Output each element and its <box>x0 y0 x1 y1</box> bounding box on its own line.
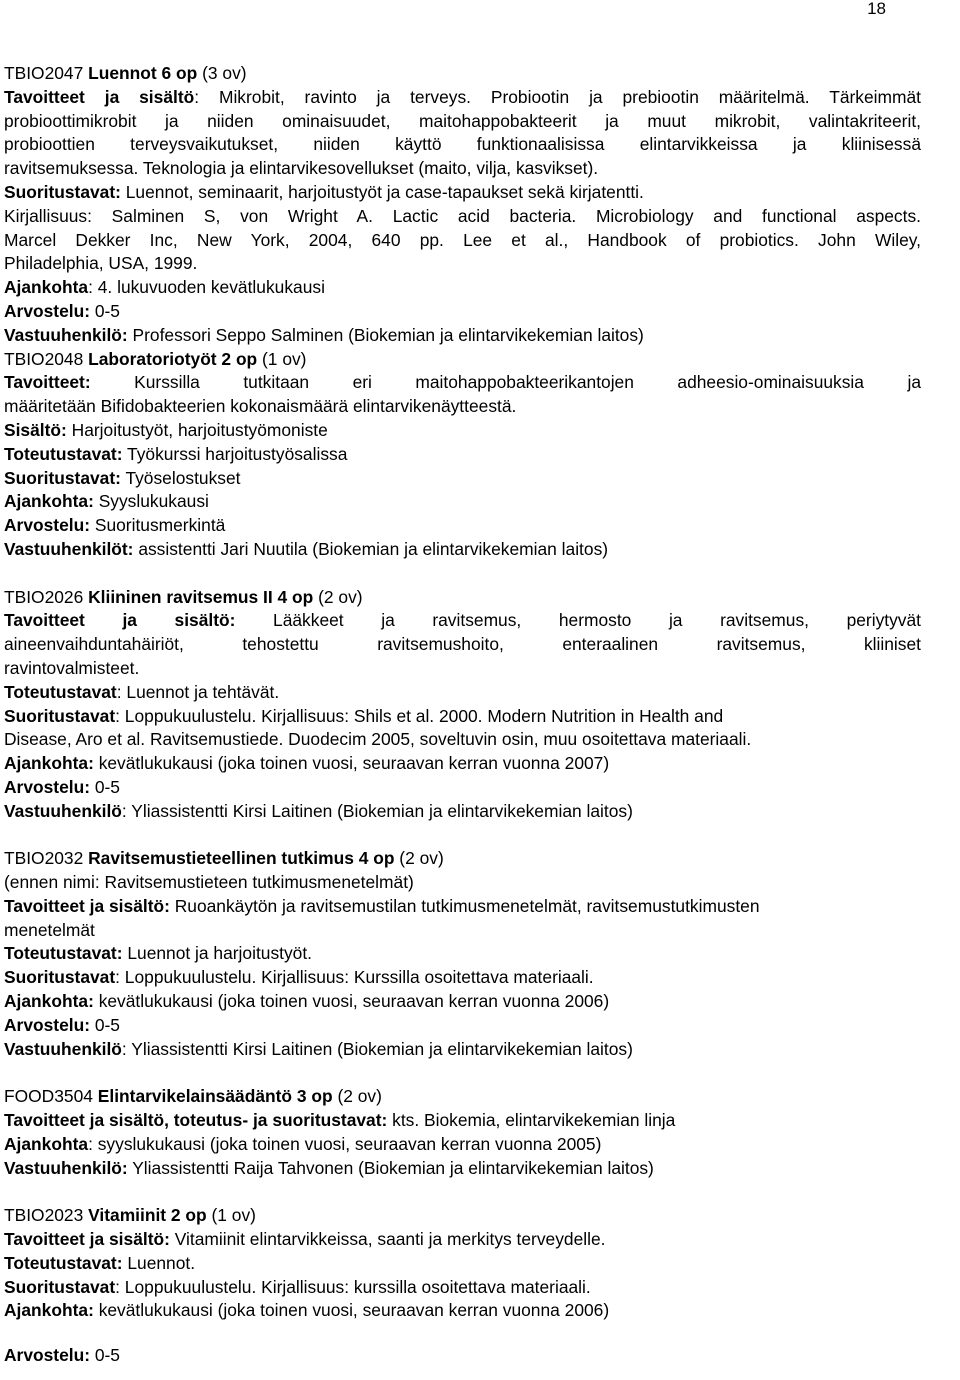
text-line: ravintovalmisteet. <box>4 657 140 678</box>
course-heading <box>4 586 921 610</box>
implementation-line <box>4 1252 921 1276</box>
grading-line <box>4 300 921 324</box>
schedule-line <box>4 276 921 300</box>
page-number: 18 <box>867 0 886 18</box>
grading-line <box>4 1344 921 1368</box>
goals-line <box>4 895 921 919</box>
field-label: Vastuuhenkilö: <box>4 324 128 345</box>
grading-line <box>4 776 921 800</box>
field-label: Ajankohta: <box>4 1300 94 1321</box>
field-label: Tavoitteet: <box>4 372 91 393</box>
course-code: TBIO2026 <box>4 586 89 607</box>
text-line: aineenvaihduntahäiriöt, tehostettu ravitsemushoito, enteraalinen ravitsemus, kliiniset <box>4 634 921 655</box>
field-text: Kurssilla tutkitaan eri maitohappobakteerikantojen adheesio-ominaisuuksia ja <box>90 372 921 393</box>
course-name: Ravitsemustieteellinen tutkimus 4 op <box>88 848 395 869</box>
field-label: Toteutustavat: <box>4 943 123 964</box>
field-label: Ajankohta <box>4 277 89 298</box>
field-label: Suoritustavat: <box>4 181 121 202</box>
field-text: Luennot ja harjoitustyöt. <box>122 943 313 964</box>
course-code: TBIO2023 <box>4 1205 89 1226</box>
course-name: Luennot 6 op <box>88 63 198 83</box>
course-credits: (2 ov) <box>313 586 363 607</box>
field-label: Vastuuhenkilö <box>4 800 122 821</box>
field-label: Tavoitteet ja sisältö: <box>4 1229 170 1250</box>
section-spacer <box>4 1323 921 1344</box>
course-tbio2032 <box>4 847 921 1061</box>
field-label: Ajankohta: <box>4 491 94 512</box>
goals-line <box>4 86 921 110</box>
field-label: Arvostelu: <box>4 300 91 321</box>
field-text: Professori Seppo Salminen (Biokemian ja elintarvikekemian laitos) <box>127 324 644 345</box>
course-tbio2047 <box>4 62 921 348</box>
field-text: : Loppukuulustelu. Kirjallisuus: kurssilla osoitettava materiaali. <box>115 1276 591 1297</box>
completion-line <box>4 467 921 491</box>
course-tbio2026 <box>4 586 921 824</box>
goals-line <box>4 371 921 395</box>
schedule-line <box>4 490 921 514</box>
field-label: Arvostelu: <box>4 776 91 797</box>
course-tbio2048 <box>4 348 921 562</box>
course-heading <box>4 62 921 86</box>
course-credits: (2 ov) <box>332 1086 382 1107</box>
implementation-line <box>4 942 921 966</box>
field-label: Tavoitteet ja sisältö, toteutus- ja suoritustavat: <box>4 1110 388 1131</box>
course-heading <box>4 847 921 871</box>
text-line: Disease, Aro et al. Ravitsemustiede. Duodecim 2005, soveltuvin osin, muu osoitettava materiaali. <box>4 729 752 750</box>
section-spacer <box>4 1061 921 1085</box>
goals-line <box>4 1109 921 1133</box>
field-text: : 4. lukuvuoden kevätlukukausi <box>88 277 325 298</box>
course-name: Vitamiinit 2 op <box>88 1205 207 1226</box>
section-spacer <box>4 824 921 848</box>
course-credits: (1 ov) <box>206 1205 256 1226</box>
field-label: Ajankohta: <box>4 753 94 774</box>
responsible-line <box>4 800 921 824</box>
grading-line <box>4 1014 921 1038</box>
field-label: Suoritustavat <box>4 967 116 988</box>
field-label: Tavoitteet ja sisältö: <box>4 610 236 631</box>
field-label: Arvostelu: <box>4 1014 91 1035</box>
field-text: : Loppukuulustelu. Kirjallisuus: Shils et al. 2000. Modern Nutrition in Health and <box>115 705 724 726</box>
text-line: Marcel Dekker Inc, New York, 2004, 640 pp. Lee et al., Handbook of probiotics. John Wiley, <box>4 229 921 250</box>
course-code: TBIO2048 <box>4 348 89 369</box>
field-label: Suoritustavat: <box>4 467 121 488</box>
goals-line <box>4 1228 921 1252</box>
field-text: Työselostukset <box>120 467 241 488</box>
field-text: : Yliassistentti Kirsi Laitinen (Biokemian ja elintarvikekemian laitos) <box>121 800 633 821</box>
course-code: FOOD3504 <box>4 1086 98 1107</box>
course-heading <box>4 1085 921 1109</box>
field-label: Arvostelu: <box>4 1345 91 1366</box>
course-code: TBIO2032 <box>4 848 89 869</box>
grading-line <box>4 514 921 538</box>
course-name: Elintarvikelainsäädäntö 3 op <box>97 1086 333 1107</box>
field-label: Suoritustavat <box>4 1276 116 1297</box>
completion-line <box>4 1276 921 1300</box>
field-text: assistentti Jari Nuutila (Biokemian ja elintarvikekemian laitos) <box>133 538 609 559</box>
field-text: Syyslukukausi <box>93 491 209 512</box>
content-line <box>4 419 921 443</box>
field-text: Ruoankäytön ja ravitsemustilan tutkimusmenetelmät, ravitsemustutkimusten <box>169 895 760 916</box>
field-text: Luennot, seminaarit, harjoitustyöt ja case-tapaukset sekä kirjatentti. <box>120 181 644 202</box>
field-text: kevätlukukausi (joka toinen vuosi, seuraavan kerran vuonna 2007) <box>93 753 610 774</box>
course-heading <box>4 1204 921 1228</box>
field-text: kts. Biokemia, elintarvikekemian linja <box>387 1110 676 1131</box>
course-name: Kliininen ravitsemus II 4 op <box>88 586 314 607</box>
field-label: Vastuuhenkilö: <box>4 1157 128 1178</box>
field-label: Toteutustavat: <box>4 1252 123 1273</box>
completion-line <box>4 705 921 729</box>
field-text: Luennot. <box>122 1252 196 1273</box>
former-name-line: (ennen nimi: Ravitsemustieteen tutkimusmenetelmät) <box>4 872 414 893</box>
field-text: Lääkkeet ja ravitsemus, hermosto ja ravitsemus, periytyvät <box>235 610 921 631</box>
responsible-line <box>4 538 921 562</box>
field-label: Toteutustavat <box>4 681 117 702</box>
literature-line: Kirjallisuus: Salminen S, von Wright A. Lactic acid bacteria. Microbiology and functional aspects. <box>4 205 921 226</box>
field-text: Työkurssi harjoitustyösalissa <box>122 443 348 464</box>
completion-line <box>4 181 921 205</box>
field-text: Yliassistentti Raija Tahvonen (Biokemian ja elintarvikekemian laitos) <box>127 1157 654 1178</box>
field-label: Ajankohta: <box>4 991 94 1012</box>
field-text: kevätlukukausi (joka toinen vuosi, seuraavan kerran vuonna 2006) <box>93 991 610 1012</box>
field-label: Ajankohta <box>4 1133 89 1154</box>
field-text: Harjoitustyöt, harjoitustyömoniste <box>66 419 328 440</box>
course-name: Laboratoriotyöt 2 op <box>88 348 258 369</box>
field-label: Sisältö: <box>4 419 67 440</box>
field-label: Tavoitteet ja sisältö: <box>4 895 170 916</box>
field-label: Tavoitteet ja sisältö <box>4 86 195 107</box>
field-label: Vastuuhenkilö <box>4 1038 122 1059</box>
course-code: TBIO2047 <box>4 63 89 83</box>
field-text: 0-5 <box>90 300 120 321</box>
schedule-line <box>4 1299 921 1323</box>
field-text: : Loppukuulustelu. Kirjallisuus: Kurssilla osoitettava materiaali. <box>115 967 594 988</box>
responsible-line <box>4 1038 921 1062</box>
field-text: : Mikrobit, ravinto ja terveys. Probiootin ja prebiootin määritelmä. Tärkeimmät <box>194 86 921 107</box>
text-line: probioottien terveysvaikutukset, niiden käyttö funktionaalisissa elintarvikkeissa ja kliinisessä <box>4 134 921 155</box>
responsible-line <box>4 324 921 348</box>
field-text: kevätlukukausi (joka toinen vuosi, seuraavan kerran vuonna 2006) <box>93 1300 610 1321</box>
field-text: : Luennot ja tehtävät. <box>116 681 280 702</box>
course-list <box>4 62 921 1368</box>
course-credits: (3 ov) <box>197 63 247 83</box>
course-heading <box>4 348 921 372</box>
field-text: Vitamiinit elintarvikkeissa, saanti ja merkitys terveydelle. <box>169 1229 606 1250</box>
text-line: ravitsemuksessa. Teknologia ja elintarvikesovellukset (maito, vilja, kasvikset). <box>4 158 599 179</box>
field-label: Arvostelu: <box>4 515 91 536</box>
implementation-line <box>4 681 921 705</box>
field-label: Toteutustavat: <box>4 443 123 464</box>
section-spacer <box>4 1180 921 1204</box>
responsible-line <box>4 1157 921 1181</box>
field-label: Suoritustavat <box>4 705 116 726</box>
section-spacer <box>4 562 921 586</box>
course-credits: (1 ov) <box>257 348 307 369</box>
field-text: 0-5 <box>90 1345 120 1366</box>
schedule-line <box>4 990 921 1014</box>
course-credits: (2 ov) <box>394 848 444 869</box>
field-label: Vastuuhenkilöt: <box>4 538 134 559</box>
completion-line <box>4 966 921 990</box>
course-food3504 <box>4 1085 921 1180</box>
goals-line <box>4 609 921 633</box>
text-line: Philadelphia, USA, 1999. <box>4 253 198 274</box>
field-text: Suoritusmerkintä <box>90 515 226 536</box>
field-text: : Yliassistentti Kirsi Laitinen (Biokemian ja elintarvikekemian laitos) <box>121 1038 633 1059</box>
text-line: määritetään Bifidobakteerien kokonaismäärä elintarvikenäytteestä. <box>4 396 517 417</box>
schedule-line <box>4 1133 921 1157</box>
implementation-line <box>4 443 921 467</box>
field-text: 0-5 <box>90 1014 120 1035</box>
text-line: menetelmät <box>4 919 95 940</box>
field-text: 0-5 <box>90 776 120 797</box>
field-text: : syyslukukausi (joka toinen vuosi, seuraavan kerran vuonna 2005) <box>88 1133 602 1154</box>
schedule-line <box>4 752 921 776</box>
text-line: probioottimikrobit ja niiden ominaisuudet, maitohappobakteerit ja muut mikrobit, valintakriteerit, <box>4 110 921 131</box>
course-tbio2023 <box>4 1204 921 1368</box>
